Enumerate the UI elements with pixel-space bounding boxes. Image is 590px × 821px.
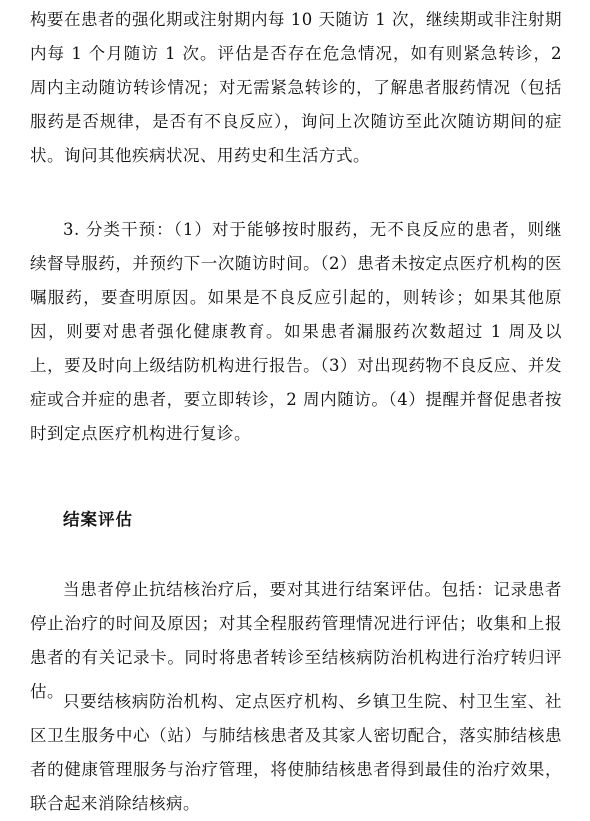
followup-paragraph: 构要在患者的强化期或注射期内每 10 天随访 1 次，继续期或非注射期内每 1 个月随访 1 次。评估是否存在危急情况，如有则紧急转诊，2 周内主动随访转诊情况；对无需紧急转诊的，了解患者服药情况（包括服药是否规律，是否有不良反应），询问上次随访至此次随访期间的症状。询问其他疾病状况、用药史和生活方式。 [30, 10, 562, 165]
classified-intervention-paragraph: 3. 分类干预：（1）对于能够按时服药，无不良反应的患者，则继续督导服药，并预约下一次随访时间。（2）患者未按定点医疗机构的医嘱服药，要查明原因。如果是不良反应引起的，则转诊；如果其他原因，则要对患者强化健康教育。如果患者漏服药次数超过 1 周及以上，要及时向上级结防机构进行报告。（3）对出现药物不良反应、并发症或合并症的患者，要立即转诊，2 周内随访。（4）提醒并督促患者按时到定点医疗机构进行复诊。 [30, 220, 562, 443]
section-heading: 结案评估 [63, 510, 133, 529]
cooperation-paragraph: 只要结核病防治机构、定点医疗机构、乡镇卫生院、村卫生室、社区卫生服务中心（站）与肺结核患者及其家人密切配合，落实肺结核患者的健康管理服务与治疗管理，将使肺结核患者得到最佳的治疗效果，联合起来消除结核病。 [30, 692, 562, 813]
case-closure-paragraph: 当患者停止抗结核治疗后，要对其进行结案评估。包括：记录患者停止治疗的时间及原因；对其全程服药管理情况进行评估；收集和上报患者的有关记录卡。同时将患者转诊至结核病防治机构进行治疗转归评估。 [30, 580, 562, 701]
